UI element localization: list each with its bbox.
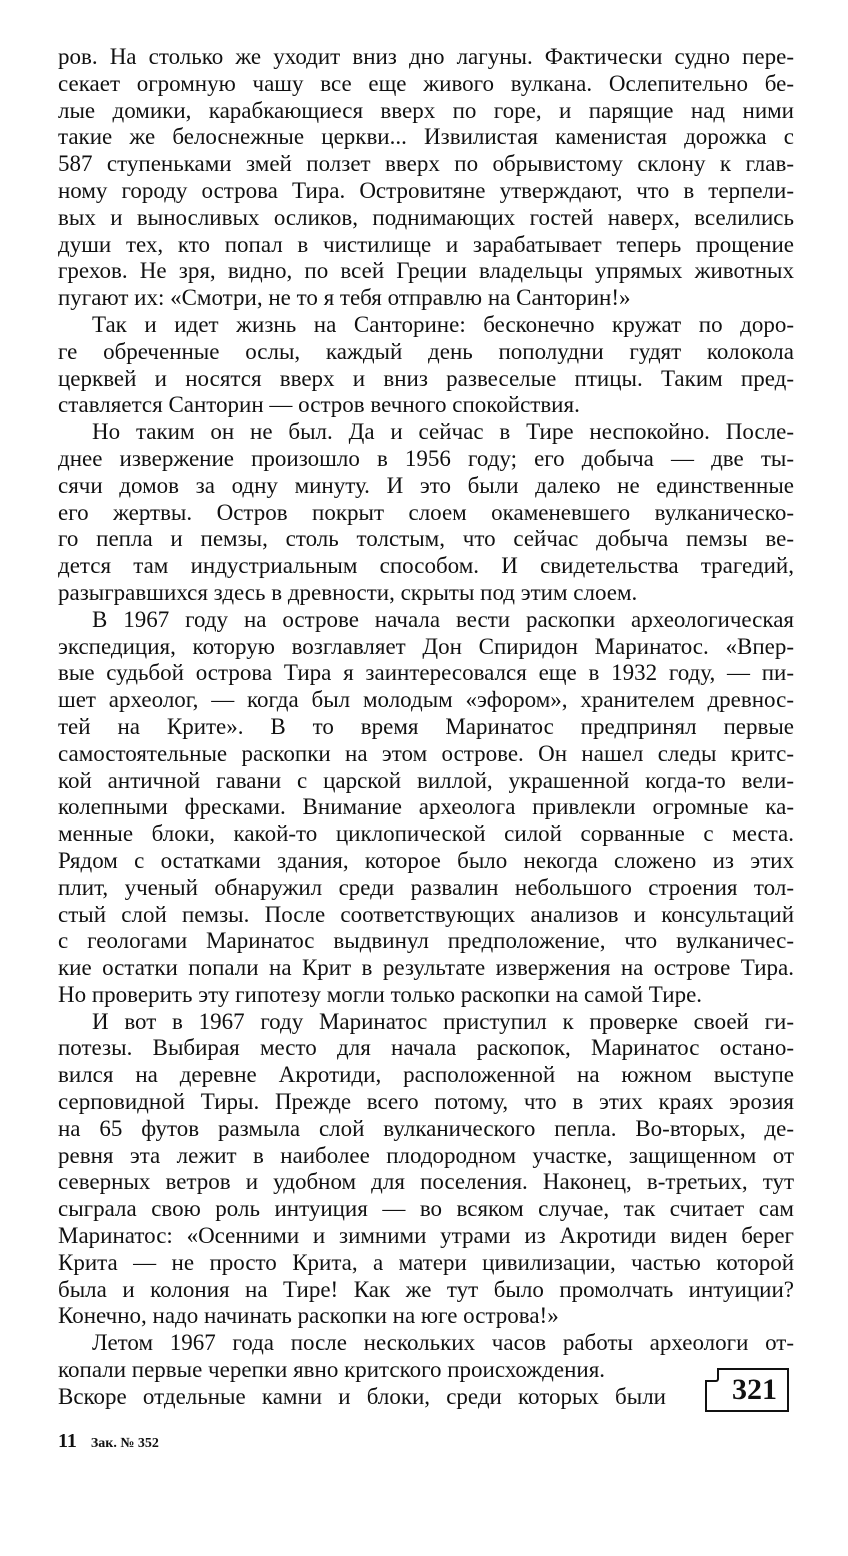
text-line: сыграла свою роль интуиция — во всяком случае, так считает сам: [58, 1196, 794, 1222]
text-line: шет археолог, — когда был молодым «эфором», хранителем древнос-: [58, 687, 794, 713]
text-line: днее извержение произошло в 1956 году; его добыча — две ты-: [58, 445, 794, 471]
text-line: плит, ученый обнаружил среди развалин небольшого строения тол-: [58, 874, 794, 900]
text-line: колепными фресками. Внимание археолога привлекли огромные ка-: [58, 794, 794, 820]
text-line: серповидной Тиры. Прежде всего потому, что в этих краях эрозия: [58, 1089, 794, 1115]
page-text: [58, 44, 794, 1411]
text-line: разыгравшихся здесь в древности, скрыты под этим слоем.: [58, 579, 638, 605]
text-line: 587 ступеньками змей ползет вверх по обрывистому склону к глав-: [58, 151, 794, 177]
text-line: грехов. Не зря, видно, по всей Греции владельцы упрямых животных: [58, 258, 794, 284]
text-line: ревня эта лежит в наиболее плодородном участке, защищенном от: [58, 1142, 794, 1168]
signature-mark: 11: [58, 1430, 77, 1452]
text-line: экспедиция, которую возглавляет Дон Спиридон Маринатос. «Впер-: [58, 633, 794, 659]
text-line: ров. На столько же уходит вниз дно лагуны. Фактически судно пере-: [58, 44, 794, 69]
paragraph-start: Так и идет жизнь на Санторине: бесконечно кружат по доро-: [92, 311, 794, 337]
text-line: ному городу острова Тира. Островитяне утверждают, что в терпели-: [58, 177, 794, 203]
text-line: ге обреченные ослы, каждый день пополудни гудят колокола: [58, 338, 794, 364]
text-line: кие остатки попали на Крит в результате извержения на острове Тира.: [58, 955, 794, 981]
text-line: Рядом с остатками здания, которое было некогда сложено из этих: [58, 847, 794, 873]
text-line: церквей и носятся вверх и вниз развеселые птицы. Таким пред-: [58, 365, 794, 391]
text-line: северных ветров и удобном для поселения. Наконец, в-третьих, тут: [58, 1169, 794, 1195]
text-line: копали первые черепки явно критского происхождения.: [58, 1357, 606, 1383]
text-line: самостоятельные раскопки на этом острове. Он нашел следы критс-: [58, 740, 794, 766]
text-line: менные блоки, какой-то циклопической силой сорванные с места.: [58, 821, 794, 847]
text-line: души тех, кто попал в чистилище и зарабатывает теперь прощение: [58, 231, 794, 257]
text-line: вился на деревне Акротиди, расположенной на южном выступе: [58, 1062, 794, 1088]
text-line: Крита — не просто Крита, а матери цивилизации, частью которой: [58, 1249, 794, 1275]
text-line: Маринатос: «Осенними и зимними утрами из Акротиди виден берег: [58, 1223, 794, 1249]
text-line: стый слой пемзы. После соответствующих анализов и консультаций: [58, 901, 794, 927]
page-number-box: [705, 1368, 789, 1412]
text-line: такие же белоснежные церкви... Извилистая каменистая дорожка с: [58, 124, 794, 150]
folded-corner-icon: [705, 1368, 719, 1382]
paragraph-start: Но таким он не был. Да и сейчас в Тире неспокойно. После-: [92, 419, 794, 445]
text-line: пугают их: «Смотри, не то я тебя отправлю на Санторин!»: [58, 285, 631, 311]
text-line: была и колония на Тире! Как же тут было промолчать интуиции?: [58, 1276, 794, 1302]
text-line: дется там индустриальным способом. И свидетельства трагедий,: [58, 553, 794, 579]
paragraph-start: В 1967 году на острове начала вести раскопки археологическая: [92, 606, 794, 632]
page-number: 321: [732, 1373, 777, 1406]
text-line: лые домики, карабкающиеся вверх по горе, и парящие над ними: [58, 97, 794, 123]
text-line: Конечно, надо начинать раскопки на юге острова!»: [58, 1303, 559, 1329]
text-line: Вскоре отдельные камни и блоки, среди которых были: [58, 1383, 666, 1409]
paragraph-start: Летом 1967 года после нескольких часов работы археологи от-: [92, 1330, 794, 1356]
text-line: вые судьбой острова Тира я заинтересовался еще в 1932 году, — пи-: [58, 660, 794, 686]
text-line: с геологами Маринатос выдвинул предположение, что вулканичес-: [58, 928, 794, 954]
text-line: го пепла и пемзы, столь толстым, что сейчас добыча пемзы ве-: [58, 526, 794, 552]
paragraph-start: И вот в 1967 году Маринатос приступил к проверке своей ги-: [92, 1008, 794, 1034]
text-line: вых и выносливых осликов, поднимающих гостей наверх, вселились: [58, 204, 794, 230]
text-line: секает огромную чашу все еще живого вулкана. Ослепительно бе-: [58, 70, 794, 96]
text-line: Но проверить эту гипотезу могли только раскопки на самой Тире.: [58, 981, 703, 1007]
text-line: на 65 футов размыла слой вулканического пепла. Во-вторых, де-: [58, 1115, 794, 1141]
text-line: потезы. Выбирая место для начала раскопок, Маринатос остано-: [58, 1035, 794, 1061]
text-line: его жертвы. Остров покрыт слоем окаменевшего вулканическо-: [58, 499, 794, 525]
text-line: ставляется Санторин — остров вечного спокойствия.: [58, 392, 580, 418]
text-line: кой античной гавани с царской виллой, украшенной когда-то вели-: [58, 767, 794, 793]
print-footer: [58, 1430, 159, 1453]
text-line: сячи домов за одну минуту. И это были далеко не единственные: [58, 472, 794, 498]
order-number: Зак. № 352: [90, 1436, 159, 1451]
text-line: тей на Крите». В то время Маринатос предпринял первые: [58, 713, 794, 739]
